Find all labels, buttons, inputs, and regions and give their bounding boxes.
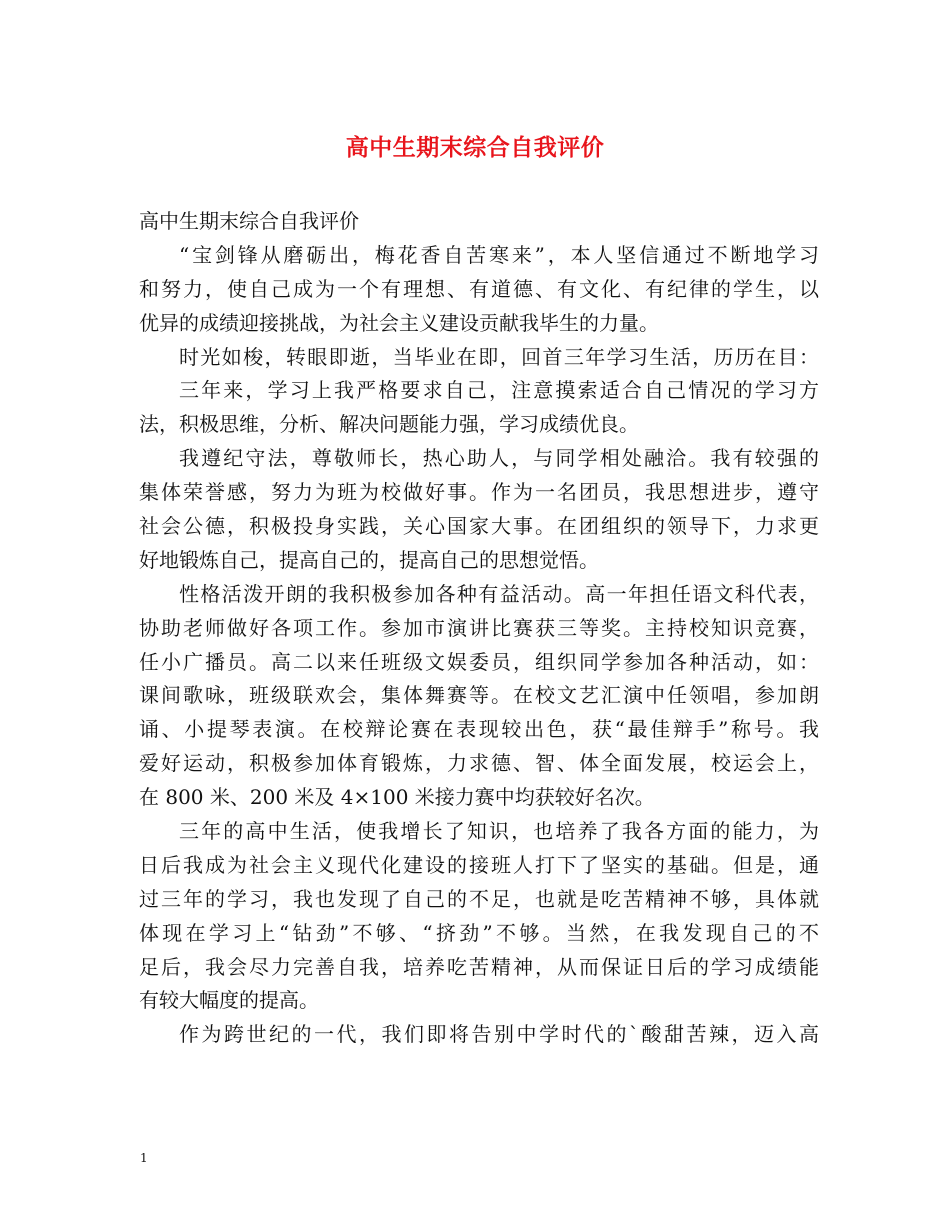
body-line: 集体荣誉感，努力为班为校做好事。作为一名团员，我思想进步，遵守 [139,480,819,505]
page-number: 1 [140,1151,148,1165]
body-line: 社会公德，积极投身实践，关心国家大事。在团组织的领导下，力求更 [139,514,819,539]
body-line: 好地锻炼自己，提高自己的，提高自己的思想觉悟。 [139,547,599,572]
body-line: “宝剑锋从磨砺出，梅花香自苦寒来”，本人坚信通过不断地学习 [179,242,819,267]
body-line: 体现在学习上“钻劲”不够、“挤劲”不够。当然，在我发现自己的不 [139,920,819,945]
body-line: 足后，我会尽力完善自我，培养吃苦精神，从而保证日后的学习成绩能 [139,954,819,979]
body-line: 我遵纪守法，尊敬师长，热心助人，与同学相处融洽。我有较强的 [179,446,819,471]
body-line: 三年来，学习上我严格要求自己，注意摸索适合自己情况的学习方 [179,378,819,403]
body-line: 日后我成为社会主义现代化建设的接班人打下了坚实的基础。但是，通 [139,852,819,877]
body-line: 爱好运动，积极参加体育锻炼，力求德、智、体全面发展，校运会上， [139,751,819,776]
body-line: 性格活泼开朗的我积极参加各种有益活动。高一年担任语文科代表， [179,581,819,606]
body-line: 诵、小提琴表演。在校辩论赛在表现较出色，获“最佳辩手”称号。我 [139,717,819,742]
body-line: 法，积极思维，分析、解决问题能力强，学习成绩优良。 [139,412,639,437]
body-line: 在 800 米、200 米及 4×100 米接力赛中均获较好名次。 [139,785,655,810]
body-line: 时光如梭，转眼即逝，当毕业在即，回首三年学习生活，历历在目： [179,344,819,369]
page-title: 高中生期末综合自我评价 [345,134,605,161]
body-line: 作为跨世纪的一代，我们即将告别中学时代的`酸甜苦辣，迈入高 [179,1022,819,1047]
document-body [139,206,819,1053]
body-line: 有较大幅度的提高。 [139,988,319,1013]
body-line: 任小广播员。高二以来任班级文娱委员，组织同学参加各种活动，如： [139,649,819,674]
body-line: 优异的成绩迎接挑战，为社会主义建设贡献我毕生的力量。 [139,310,659,335]
body-line: 和努力，使自己成为一个有理想、有道德、有文化、有纪律的学生，以 [139,276,819,301]
body-line: 课间歌咏，班级联欢会，集体舞赛等。在校文艺汇演中任领唱，参加朗 [139,683,819,708]
body-line: 过三年的学习，我也发现了自己的不足，也就是吃苦精神不够，具体就 [139,886,819,911]
body-line: 协助老师做好各项工作。参加市演讲比赛获三等奖。主持校知识竞赛， [139,615,819,640]
body-line: 三年的高中生活，使我增长了知识，也培养了我各方面的能力，为 [179,819,819,844]
body-line: 高中生期末综合自我评价 [139,209,359,233]
